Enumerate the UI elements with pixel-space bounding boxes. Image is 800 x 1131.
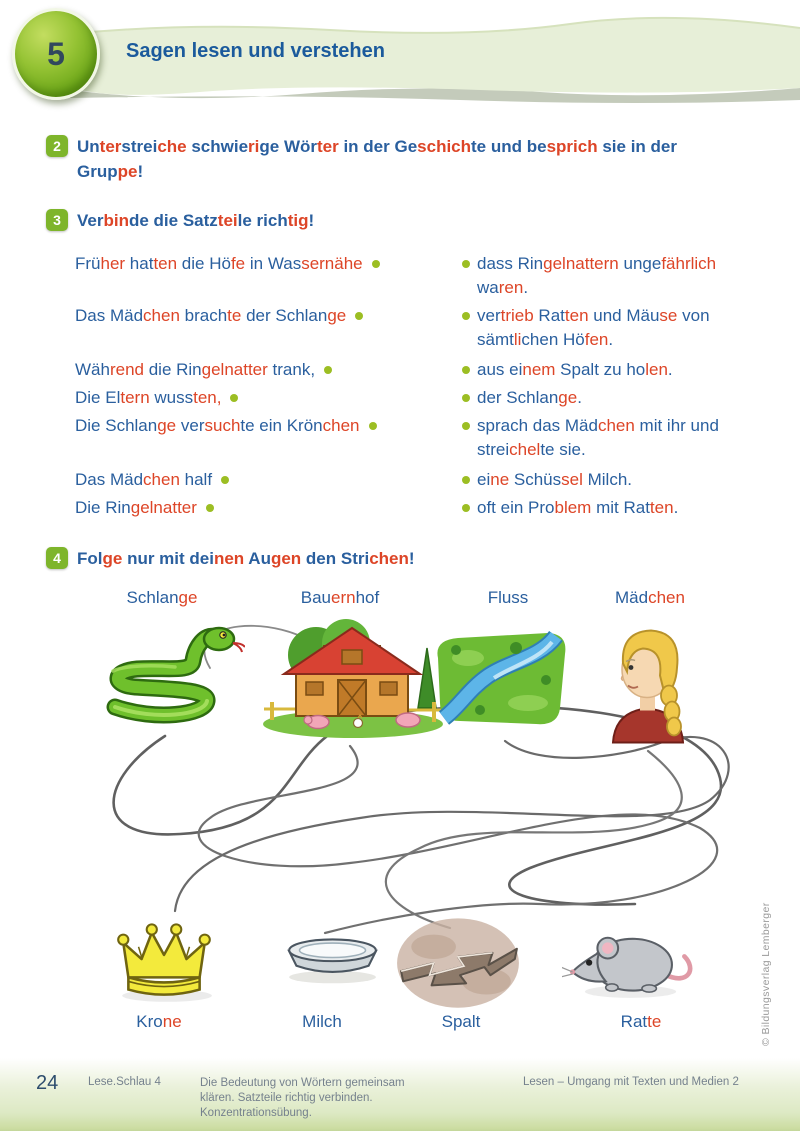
task-3-badge: 3 — [46, 209, 68, 231]
match-right-text: sprach das Mädchen mit ihr und streichelte sie. — [477, 416, 719, 459]
rat-illustration — [562, 915, 697, 1003]
connector-dot — [372, 260, 380, 268]
match-right-text: dass Ringelnattern ungefährlich waren. — [477, 254, 717, 297]
match-left-text: Während die Ringelnatter trank, — [75, 360, 316, 379]
match-right-text: eine Schüssel Milch. — [477, 470, 632, 489]
series-title: Lese.Schlau 4 — [88, 1076, 161, 1088]
snake-illustration — [95, 616, 245, 738]
task-4-text: Folge nur mit deinen Augen den Strichen! — [77, 549, 415, 568]
maze-label-ratte: Ratte — [620, 1012, 662, 1031]
connector-dot — [462, 422, 470, 430]
page-number: 24 — [36, 1072, 59, 1094]
match-right-text: oft ein Problem mit Ratten. — [477, 498, 679, 517]
match-row — [75, 468, 765, 492]
match-row — [75, 414, 765, 462]
page-footer — [0, 1058, 800, 1131]
river-landscape-illustration — [428, 628, 573, 735]
connector-dot — [462, 260, 470, 268]
unit-number: 5 — [47, 35, 65, 72]
match-row — [75, 386, 765, 410]
match-right-text: vertrieb Ratten und Mäuse von sämtlichen Höfen. — [477, 306, 710, 349]
match-row — [75, 496, 765, 520]
match-row — [75, 252, 765, 300]
lesson-description — [200, 1076, 405, 1121]
task-3-text: Verbinde die Satzteile richtig! — [77, 211, 315, 230]
lesson-description-line: Konzentrationsübung. — [200, 1107, 312, 1119]
connector-dot — [462, 504, 470, 512]
task-4-badge: 4 — [46, 547, 68, 569]
match-left-text: Das Mädchen half — [75, 470, 213, 489]
connector-dot — [369, 422, 377, 430]
connector-dot — [462, 366, 470, 374]
match-right-text: aus einem Spalt zu holen. — [477, 360, 673, 379]
connector-dot — [230, 394, 238, 402]
maze-label-maedchen: Mädchen — [615, 588, 685, 607]
connector-dot — [221, 476, 229, 484]
match-left-text: Früher hatten die Höfe in Wassernähe — [75, 254, 363, 273]
curriculum-reference: Lesen – Umgang mit Texten und Medien 2 — [523, 1076, 739, 1088]
task-2 — [46, 134, 761, 184]
task-2-text: Unterstreiche schwierige Wörter in der Geschichte und besprich sie in der Gruppe! — [77, 137, 677, 181]
connector-dot — [355, 312, 363, 320]
maze-label-krone: Krone — [136, 1012, 182, 1031]
match-right-text: der Schlange. — [477, 388, 582, 407]
lesson-description-line: Die Bedeutung von Wörtern gemeinsam — [200, 1077, 405, 1089]
unit-number-circle — [12, 8, 100, 100]
maze-label-fluss: Fluss — [487, 588, 529, 607]
match-row — [75, 304, 765, 352]
match-row — [75, 358, 765, 382]
lesson-description-line: klären. Satzteile richtig verbinden. — [200, 1092, 373, 1104]
task-2-badge: 2 — [46, 135, 68, 157]
stone-crack-illustration — [393, 910, 525, 1012]
connector-dot — [462, 394, 470, 402]
connector-dot — [324, 366, 332, 374]
match-left-text: Die Schlange versuchte ein Krönchen — [75, 416, 360, 435]
copyright-notice: © Bildungsverlag Lemberger — [760, 902, 772, 1046]
crown-illustration — [108, 912, 220, 1004]
connector-dot — [206, 504, 214, 512]
matching-exercise — [75, 252, 765, 520]
farmhouse-illustration — [258, 610, 448, 745]
maze-label-spalt: Spalt — [441, 1012, 481, 1031]
match-left-text: Das Mädchen brachte der Schlange — [75, 306, 347, 325]
task-3 — [46, 208, 761, 233]
milk-bowl-illustration — [283, 928, 381, 986]
task-4 — [46, 546, 761, 571]
match-left-text: Die Ringelnatter — [75, 498, 197, 517]
maze-label-milch: Milch — [302, 1012, 342, 1031]
maze-label-bauernhof: Bauernhof — [300, 588, 380, 607]
page-title: Sagen lesen und verstehen — [126, 40, 385, 62]
connector-dot — [462, 476, 470, 484]
girl-illustration — [597, 616, 697, 744]
maze-label-schlange: Schlange — [126, 588, 198, 607]
match-left-text: Die Eltern wussten, — [75, 388, 222, 407]
connector-dot — [462, 312, 470, 320]
header-band — [0, 0, 800, 112]
